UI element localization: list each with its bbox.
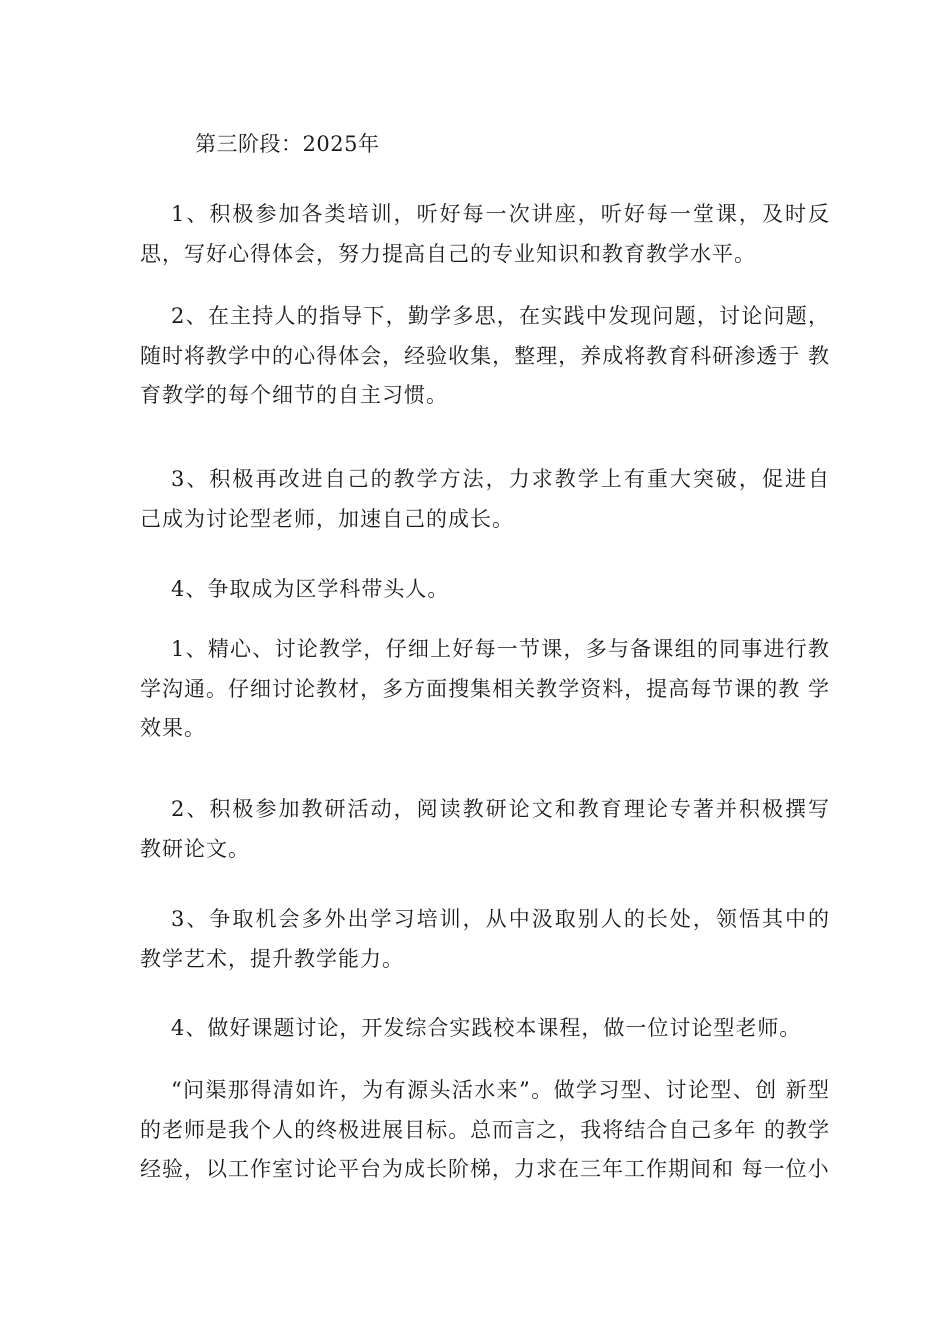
section-heading: 第三阶段：2025年 <box>195 132 380 156</box>
paragraph-8: 4、做好课题讨论，开发综合实践校本课程，做一位讨论型老师。 <box>171 1016 802 1040</box>
paragraph-5: 1、精心、讨论教学，仔细上好每一节课，多与备课组的同事进行教学沟通。仔细讨论教材，多方面搜集相关教学资料，提高每节课的教 学效果。 <box>140 637 830 740</box>
paragraph-3: 3、积极再改进自己的教学方法，力求教学上有重大突破，促进自 己成为讨论型老师，加速自己的成长。 <box>140 467 830 531</box>
paragraph-7: 3、争取机会多外出学习培训，从中汲取别人的长处，领悟其中的 教学艺术，提升教学能力。 <box>140 907 830 971</box>
paragraph-4: 4、争取成为区学科带头人。 <box>171 577 450 601</box>
paragraph-6: 2、积极参加教研活动，阅读教研论文和教育理论专著并积极撰写 教研论文。 <box>140 797 830 861</box>
paragraph-2: 2、在主持人的指导下，勤学多思，在实践中发现问题，讨论问题，随时将教学中的心得体会，经验收集，整理，养成将教育科研渗透于 教育教学的每个细节的自主习惯。 <box>140 304 830 407</box>
paragraph-9: “问渠那得清如许，为有源头活水来”。做学习型、讨论型、创 新型的老师是我个人的终极进展目标。总而言之，我将结合自己多年 的教学经验，以工作室讨论平台为成长阶梯，力求在三年工作期间和 每一位小 <box>140 1078 830 1181</box>
paragraph-1: 1、积极参加各类培训，听好每一次讲座，听好每一堂课，及时反思，写好心得体会，努力提高自己的专业知识和教育教学水平。 <box>140 202 830 266</box>
